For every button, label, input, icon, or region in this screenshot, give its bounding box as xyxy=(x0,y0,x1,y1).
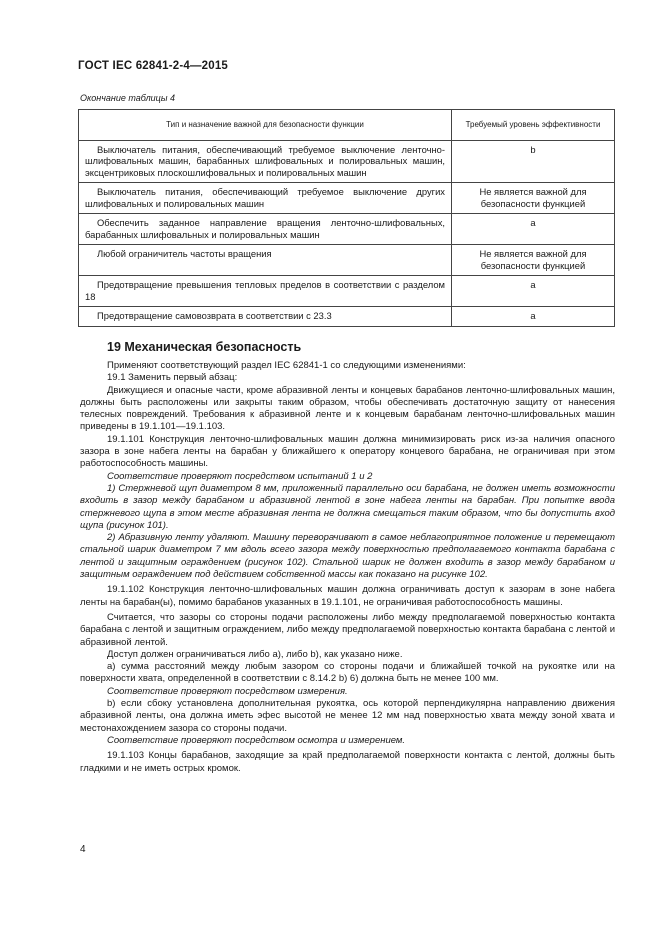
table-caption: Окончание таблицы 4 xyxy=(80,93,175,103)
level-cell: a xyxy=(452,307,615,327)
table-row xyxy=(79,245,615,276)
paragraph: 19.1.102 Конструкция ленточно-шлифовальных машин должна ограничивать доступ к зазорам в зоне набега ленты на барабан(ы), помимо барабанов указанных в 19.1.101, не ограничивая работоспособность машины. xyxy=(80,584,615,608)
paragraph: a) сумма расстояний между любым зазором со стороны подачи и ближайшей точкой на рукоятке или на поверхности хвата, определенной в соответствии с 8.14.2 b) 6) должна быть не менее 100 мм. xyxy=(80,661,615,685)
level-cell: a xyxy=(452,214,615,245)
paragraph: Соответствие проверяют посредством осмотра и измерением. xyxy=(107,734,406,746)
paragraph: Движущиеся и опасные части, кроме абразивной ленты и концевых барабанов ленточно-шлифовальных машин, должны быть расположены или закрыты таким образом, чтобы обеспечивать достаточную защиту от нанесения телесных повреждений. Требования к абразивной ленте и к концевым барабанам ленточно-шлифовальных машин приведены в 19.1.101—19.1.103. xyxy=(80,384,615,433)
paragraph: 2) Абразивную ленту удаляют. Машину переворачивают в самое неблагоприятное положение и перемещают стальной шарик диаметром 7 мм вдоль всего зазора между поверхностью предполагаемого контакта барабана с лентой и защитным ограждением (рисунок 102). Стальной шарик не должен входить в зазор между барабаном и защитным ограждением под действием собственной массы как показано на рисунке 102. xyxy=(80,532,615,581)
section-title: 19 Механическая безопасность xyxy=(107,340,302,354)
paragraph: 19.1 Заменить первый абзац: xyxy=(107,372,238,384)
section-body xyxy=(80,360,615,775)
function-cell: Обеспечить заданное направление вращения ленточно-шлифовальных, барабанных шлифовальных и полировальных машин xyxy=(79,214,452,245)
level-cell: Не является важной для безопасности функцией xyxy=(452,183,615,214)
table-row xyxy=(79,307,615,327)
paragraph: Считается, что зазоры со стороны подачи расположены либо между предполагаемой поверхностью контакта барабана с лентой и защитным ограждением, либо между предполагаемой поверхностью контакта барабана с лентой и абразивной лентой. xyxy=(80,611,615,648)
table-row xyxy=(79,140,615,183)
paragraph: 19.1.103 Концы барабанов, заходящие за край предполагаемой поверхности контакта с лентой, должны быть гладкими и не иметь острых кромок. xyxy=(80,750,615,774)
table-row xyxy=(79,214,615,245)
paragraph: Доступ должен ограничиваться либо a), либо b), как указано ниже. xyxy=(107,648,403,660)
function-cell: Любой ограничитель частоты вращения xyxy=(79,245,452,276)
table-row xyxy=(79,276,615,307)
column-header-function: Тип и назначение важной для безопасности функции xyxy=(79,110,452,141)
function-cell: Предотвращение самовозврата в соответствии с 23.3 xyxy=(79,307,452,327)
level-cell: b xyxy=(452,140,615,183)
column-header-level: Требуемый уровень эффективности xyxy=(452,110,615,141)
level-cell: a xyxy=(452,276,615,307)
function-cell: Предотвращение превышения тепловых пределов в соответствии с разделом 18 xyxy=(79,276,452,307)
paragraph: Соответствие проверяют посредством измерения. xyxy=(107,685,348,697)
paragraph: b) если сбоку установлена дополнительная рукоятка, ось которой перпендикулярна направлению движения абразивной ленты, она должна иметь эфес высотой не менее 12 мм над поверхностью хвата между зоной хвата и местонахождением зазора со стороны подачи. xyxy=(80,698,615,734)
level-cell: Не является важной для безопасности функцией xyxy=(452,245,615,276)
safety-functions-table xyxy=(78,109,615,327)
table-row xyxy=(79,183,615,214)
paragraph: 19.1.101 Конструкция ленточно-шлифовальных машин должна минимизировать риск из-за наличия опасного зазора в зоне набега ленты на барабан у ближайшего к оператору концевого барабана, не ограничивая при этом работоспособность машины. xyxy=(80,433,615,470)
table-header-row xyxy=(79,110,615,141)
paragraph: 1) Стержневой щуп диаметром 8 мм, приложенный параллельно оси барабана, не должен иметь возможности входить в зазор между барабаном и абразивной лентой в зоне набега ленты на барабан. При попытке ввода стержневого щупа в этом месте абразивная лента не должна смещаться таким образом, что бы допустить вход щупа (рисунок 101). xyxy=(80,482,615,531)
function-cell: Выключатель питания, обеспечивающий требуемое выключение ленточно-шлифовальных машин, барабанных шлифовальных и полировальных машин, эксцентриковых плоскошлифовальных и полировальных машин xyxy=(79,140,452,183)
function-cell: Выключатель питания, обеспечивающий требуемое выключение других шлифовальных и полировальных машин xyxy=(79,183,452,214)
paragraph: Применяют соответствующий раздел IEC 62841-1 со следующими изменениями: xyxy=(107,360,466,371)
page-number: 4 xyxy=(80,844,86,855)
paragraph: Соответствие проверяют посредством испытаний 1 и 2 xyxy=(107,470,373,482)
document-code: ГОСТ IEC 62841-2-4—2015 xyxy=(78,60,229,72)
